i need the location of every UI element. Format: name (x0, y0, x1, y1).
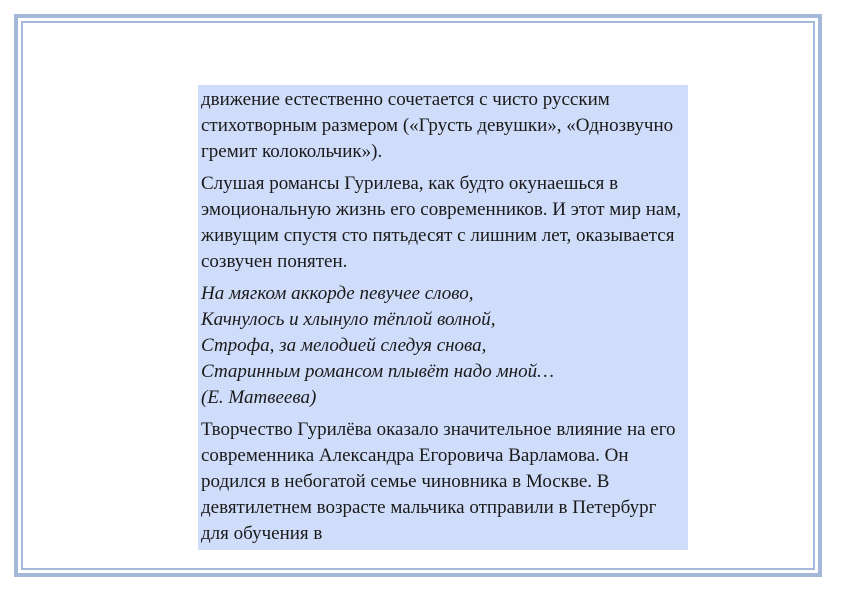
text-box (198, 85, 688, 550)
poem-line: Качнулось и хлынуло тёплой волной, (201, 309, 496, 330)
paragraph-intro: движение естественно сочетается с чисто русским стихотворным размером («Грусть девушки», «Однозвучно гремит колокольчик»). (201, 89, 674, 162)
poem-attribution: (Е. Матвеева) (201, 387, 317, 408)
paragraph-varlamov: Творчество Гурилёва оказало значительное влияние на его современника Александра Егоровича Варламова. Он родился в небогатой семье чиновника в Москве. В девятилетнем возрасте мальчика отправили в Петербург для обучения в (201, 419, 676, 544)
poem-line: Старинным романсом плывёт надо мной… (201, 361, 554, 382)
paragraph-gurilev: Слушая романсы Гурилева, как будто окунаешься в эмоциональную жизнь его современников. И этот мир нам, живущим спустя сто пятьдесят с лишним лет, оказывается созвучен понятен. (201, 173, 682, 272)
poem-quote (201, 281, 685, 411)
poem-line: Строфа, за мелодией следуя снова, (201, 335, 487, 356)
poem-line: На мягком аккорде певучее слово, (201, 283, 474, 304)
